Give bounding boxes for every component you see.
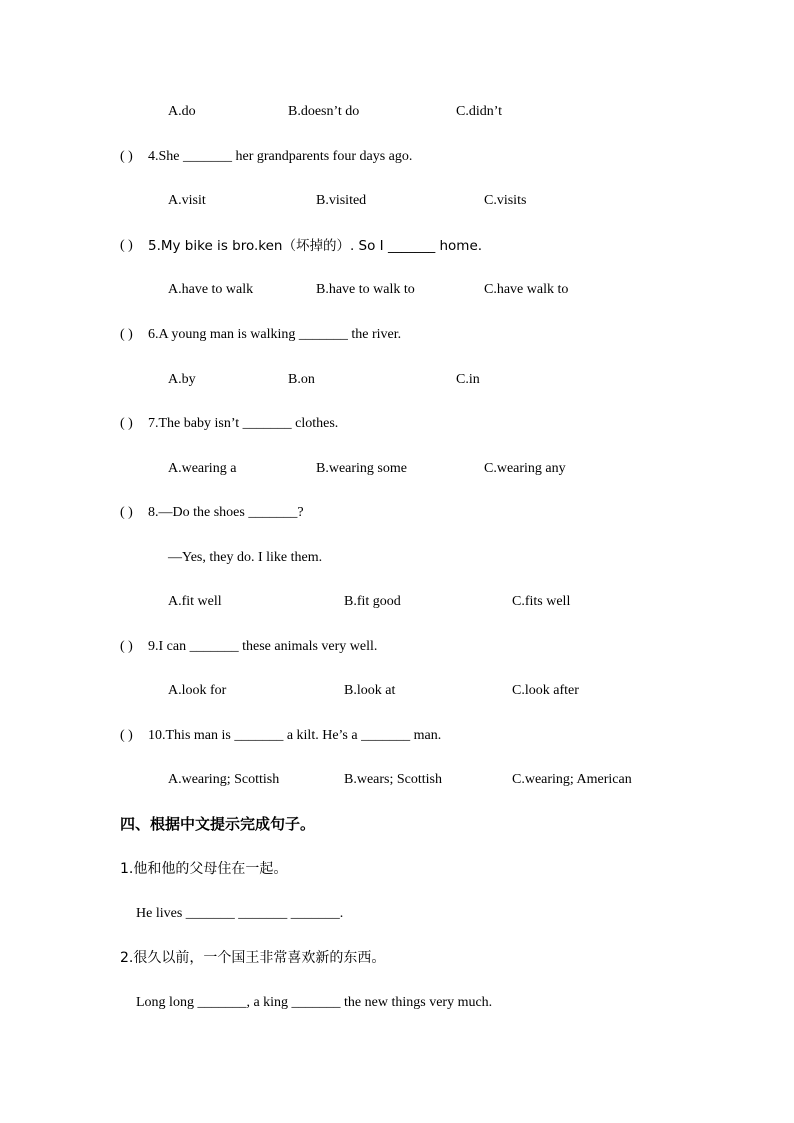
q4-option-c: C.visits [484,193,527,208]
q5-option-a: A.have to walk [168,282,254,297]
q4-option-b: B.visited [316,193,367,208]
q8-option-b: B.fit good [344,594,401,609]
answer-bracket: ( ) [120,416,133,431]
answer-bracket: ( ) [120,728,133,743]
q7-option-a: A.wearing a [168,461,237,476]
q8-option-a: A.fit well [168,594,222,609]
question-10: 10.This man is _______ a kilt. He’s a _______ man. [148,728,442,743]
q10-option-c: C.wearing; American [512,772,632,787]
section-4-prompt-2: 2.很久以前，一个国王非常喜欢新的东西。 [120,950,386,966]
answer-bracket: ( ) [120,505,133,520]
q3-option-b: B.doesn’t do [288,104,360,119]
q5-option-b: B.have to walk to [316,282,415,297]
q9-option-b: B.look at [344,683,396,698]
q3-option-a: A.do [168,104,196,119]
q7-option-b: B.wearing some [316,461,407,476]
q3-option-c: C.didn’t [456,104,503,119]
q10-option-b: B.wears; Scottish [344,772,442,787]
section-4-heading: 四、根据中文提示完成句子。 [120,815,316,833]
question-7: 7.The baby isn’t _______ clothes. [148,416,339,431]
q10-option-a: A.wearing; Scottish [168,772,280,787]
q4-option-a: A.visit [168,193,206,208]
section-4-answer-1: He lives _______ _______ _______. [136,906,344,921]
q9-option-a: A.look for [168,683,227,698]
q8-option-c: C.fits well [512,594,571,609]
question-8: 8.—Do the shoes _______? [148,505,304,520]
question-9: 9.I can _______ these animals very well. [148,639,378,654]
question-5: 5.My bike is bro.ken（坏掉的）. So I _______ home. [148,238,483,254]
answer-bracket: ( ) [120,238,133,253]
question-4: 4.She _______ her grandparents four days ago. [148,149,413,164]
q6-option-a: A.by [168,372,196,387]
question-6: 6.A young man is walking _______ the river. [148,327,402,342]
section-4-answer-2: Long long _______, a king _______ the new things very much. [136,995,493,1010]
q6-option-b: B.on [288,372,315,387]
question-8-response: —Yes, they do. I like them. [168,550,323,565]
q6-option-c: C.in [456,372,480,387]
q5-option-c: C.have walk to [484,282,569,297]
section-4-prompt-1: 1.他和他的父母住在一起。 [120,861,288,877]
answer-bracket: ( ) [120,639,133,654]
answer-bracket: ( ) [120,327,133,342]
q9-option-c: C.look after [512,683,579,698]
answer-bracket: ( ) [120,149,133,164]
q7-option-c: C.wearing any [484,461,566,476]
